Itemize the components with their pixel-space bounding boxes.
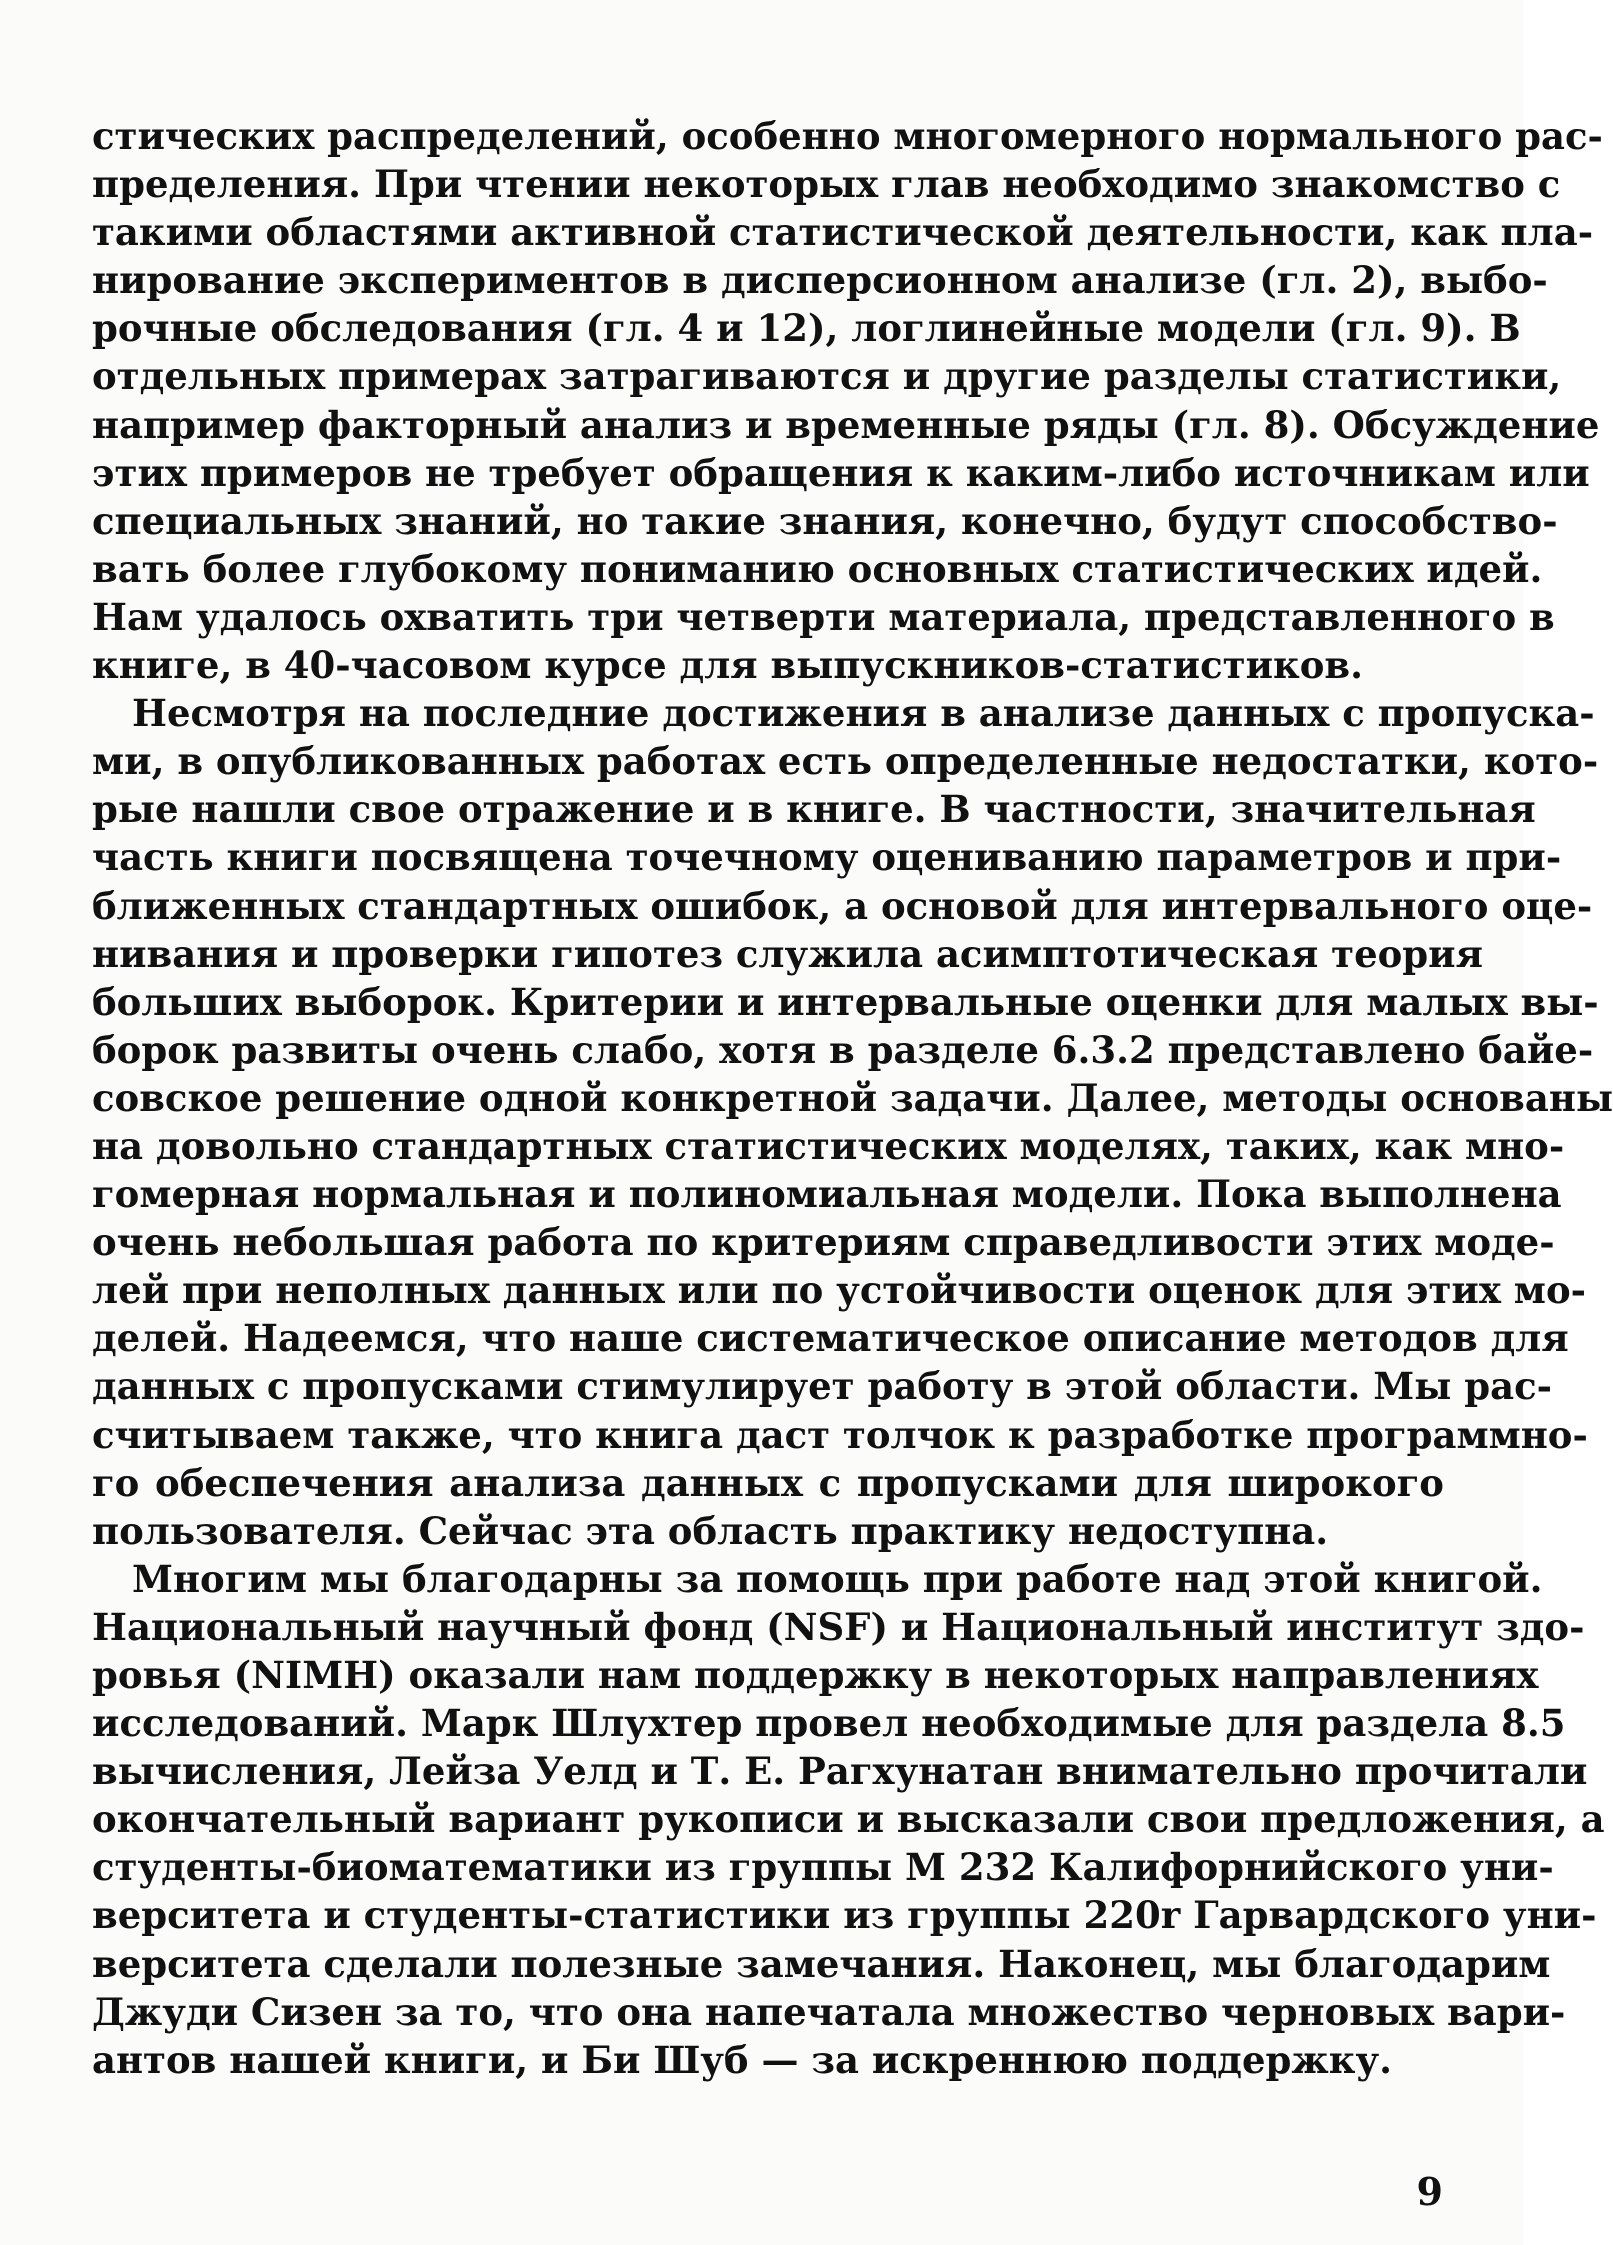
paragraph (92, 689, 1613, 1555)
text-line: например факторный анализ и временные ряды (гл. 8). Обсуждение (92, 402, 1600, 447)
text-line: больших выборок. Критерии и интервальные оценки для малых вы- (92, 979, 1599, 1024)
text-line: данных с пропусками стимулирует работу в этой области. Мы рас- (92, 1364, 1552, 1409)
text-line: окончательный вариант рукописи и высказали свои предложения, а (92, 1797, 1605, 1842)
text-line: рочные обследования (гл. 4 и 12), логлинейные модели (гл. 9). В (92, 306, 1521, 351)
text-line: отдельных примерах затрагиваются и другие разделы статистики, (92, 354, 1562, 399)
body-text (92, 112, 1613, 2084)
text-line: стических распределений, особенно многомерного нормального рас- (92, 114, 1603, 158)
text-line: часть книги посвящена точечному оцениванию параметров и при- (92, 835, 1562, 880)
text-line: ми, в опубликованных работах есть определенные недостатки, кото- (92, 739, 1599, 784)
text-line: Несмотря на последние достижения в анализе данных с пропуска- (132, 691, 1595, 736)
text-line: вычисления, Лейза Уелд и Т. Е. Рагхунатан внимательно прочитали (92, 1749, 1588, 1794)
page-number: 9 (1416, 2169, 1443, 2214)
text-line: нирование экспериментов в дисперсионном анализе (гл. 2), выбо- (92, 258, 1548, 303)
text-line: делей. Надеемся, что наше систематическое описание методов для (92, 1316, 1569, 1361)
text-line: Нам удалось охватить три четверти материала, представленного в (92, 594, 1555, 639)
text-line: совское решение одной конкретной задачи. Далее, методы основаны (92, 1075, 1613, 1120)
text-line: рые нашли свое отражение и в книге. В частности, значительная (92, 787, 1536, 832)
text-line: го обеспечения анализа данных с пропусками для широкого (92, 1460, 1444, 1505)
text-line: борок развиты очень слабо, хотя в разделе 6.3.2 представлено байе- (92, 1027, 1594, 1072)
text-line: Национальный научный фонд (NSF) и Национальный институт здо- (92, 1604, 1585, 1649)
text-line: такими областями активной статистической деятельности, как пла- (92, 210, 1594, 255)
text-line: антов нашей книги, и Би Шуб — за искреннюю поддержку. (92, 2037, 1393, 2082)
text-line: пользователя. Сейчас эта область практику недоступна. (92, 1508, 1329, 1553)
text-line: очень небольшая работа по критериям справедливости этих моде- (92, 1220, 1555, 1265)
paragraph (92, 1555, 1605, 2084)
text-line: ровья (NIMH) оказали нам поддержку в некоторых направлениях (92, 1653, 1539, 1697)
text-line: исследований. Марк Шлухтер провел необходимые для раздела 8.5 (92, 1701, 1566, 1746)
text-line: книге, в 40-часовом курсе для выпускников-статистиков. (92, 643, 1364, 688)
text-line: пределения. При чтении некоторых глав необходимо знакомство с (92, 162, 1561, 207)
text-line: студенты-биоматематики из группы М 232 Калифорнийского уни- (92, 1845, 1554, 1890)
text-line: Джуди Сизен за то, что она напечатала множество черновых вари- (92, 1989, 1566, 2034)
text-line: этих примеров не требует обращения к каким-либо источникам или (92, 450, 1590, 495)
text-line: вать более глубокому пониманию основных статистических идей. (92, 546, 1543, 591)
paragraph (92, 112, 1603, 689)
text-line: специальных знаний, но такие знания, конечно, будут способство- (92, 498, 1558, 543)
text-line: гомерная нормальная и полиномиальная модели. Пока выполнена (92, 1172, 1562, 1217)
text-line: ближенных стандартных ошибок, а основой для интервального оце- (92, 883, 1593, 928)
text-line: верситета и студенты-статистики из группы 220r Гарвардского уни- (92, 1893, 1597, 1938)
text-line: на довольно стандартных статистических моделях, таких, как мно- (92, 1123, 1565, 1168)
text-line: лей при неполных данных или по устойчивости оценок для этих мо- (92, 1268, 1586, 1313)
text-line: считываем также, что книга даст толчок к разработке программно- (92, 1412, 1588, 1457)
text-line: Многим мы благодарны за помощь при работе над этой книгой. (132, 1556, 1543, 1601)
text-line: верситета сделали полезные замечания. Наконец, мы благодарим (92, 1941, 1551, 1986)
text-line: нивания и проверки гипотез служила асимптотическая теория (92, 931, 1483, 976)
